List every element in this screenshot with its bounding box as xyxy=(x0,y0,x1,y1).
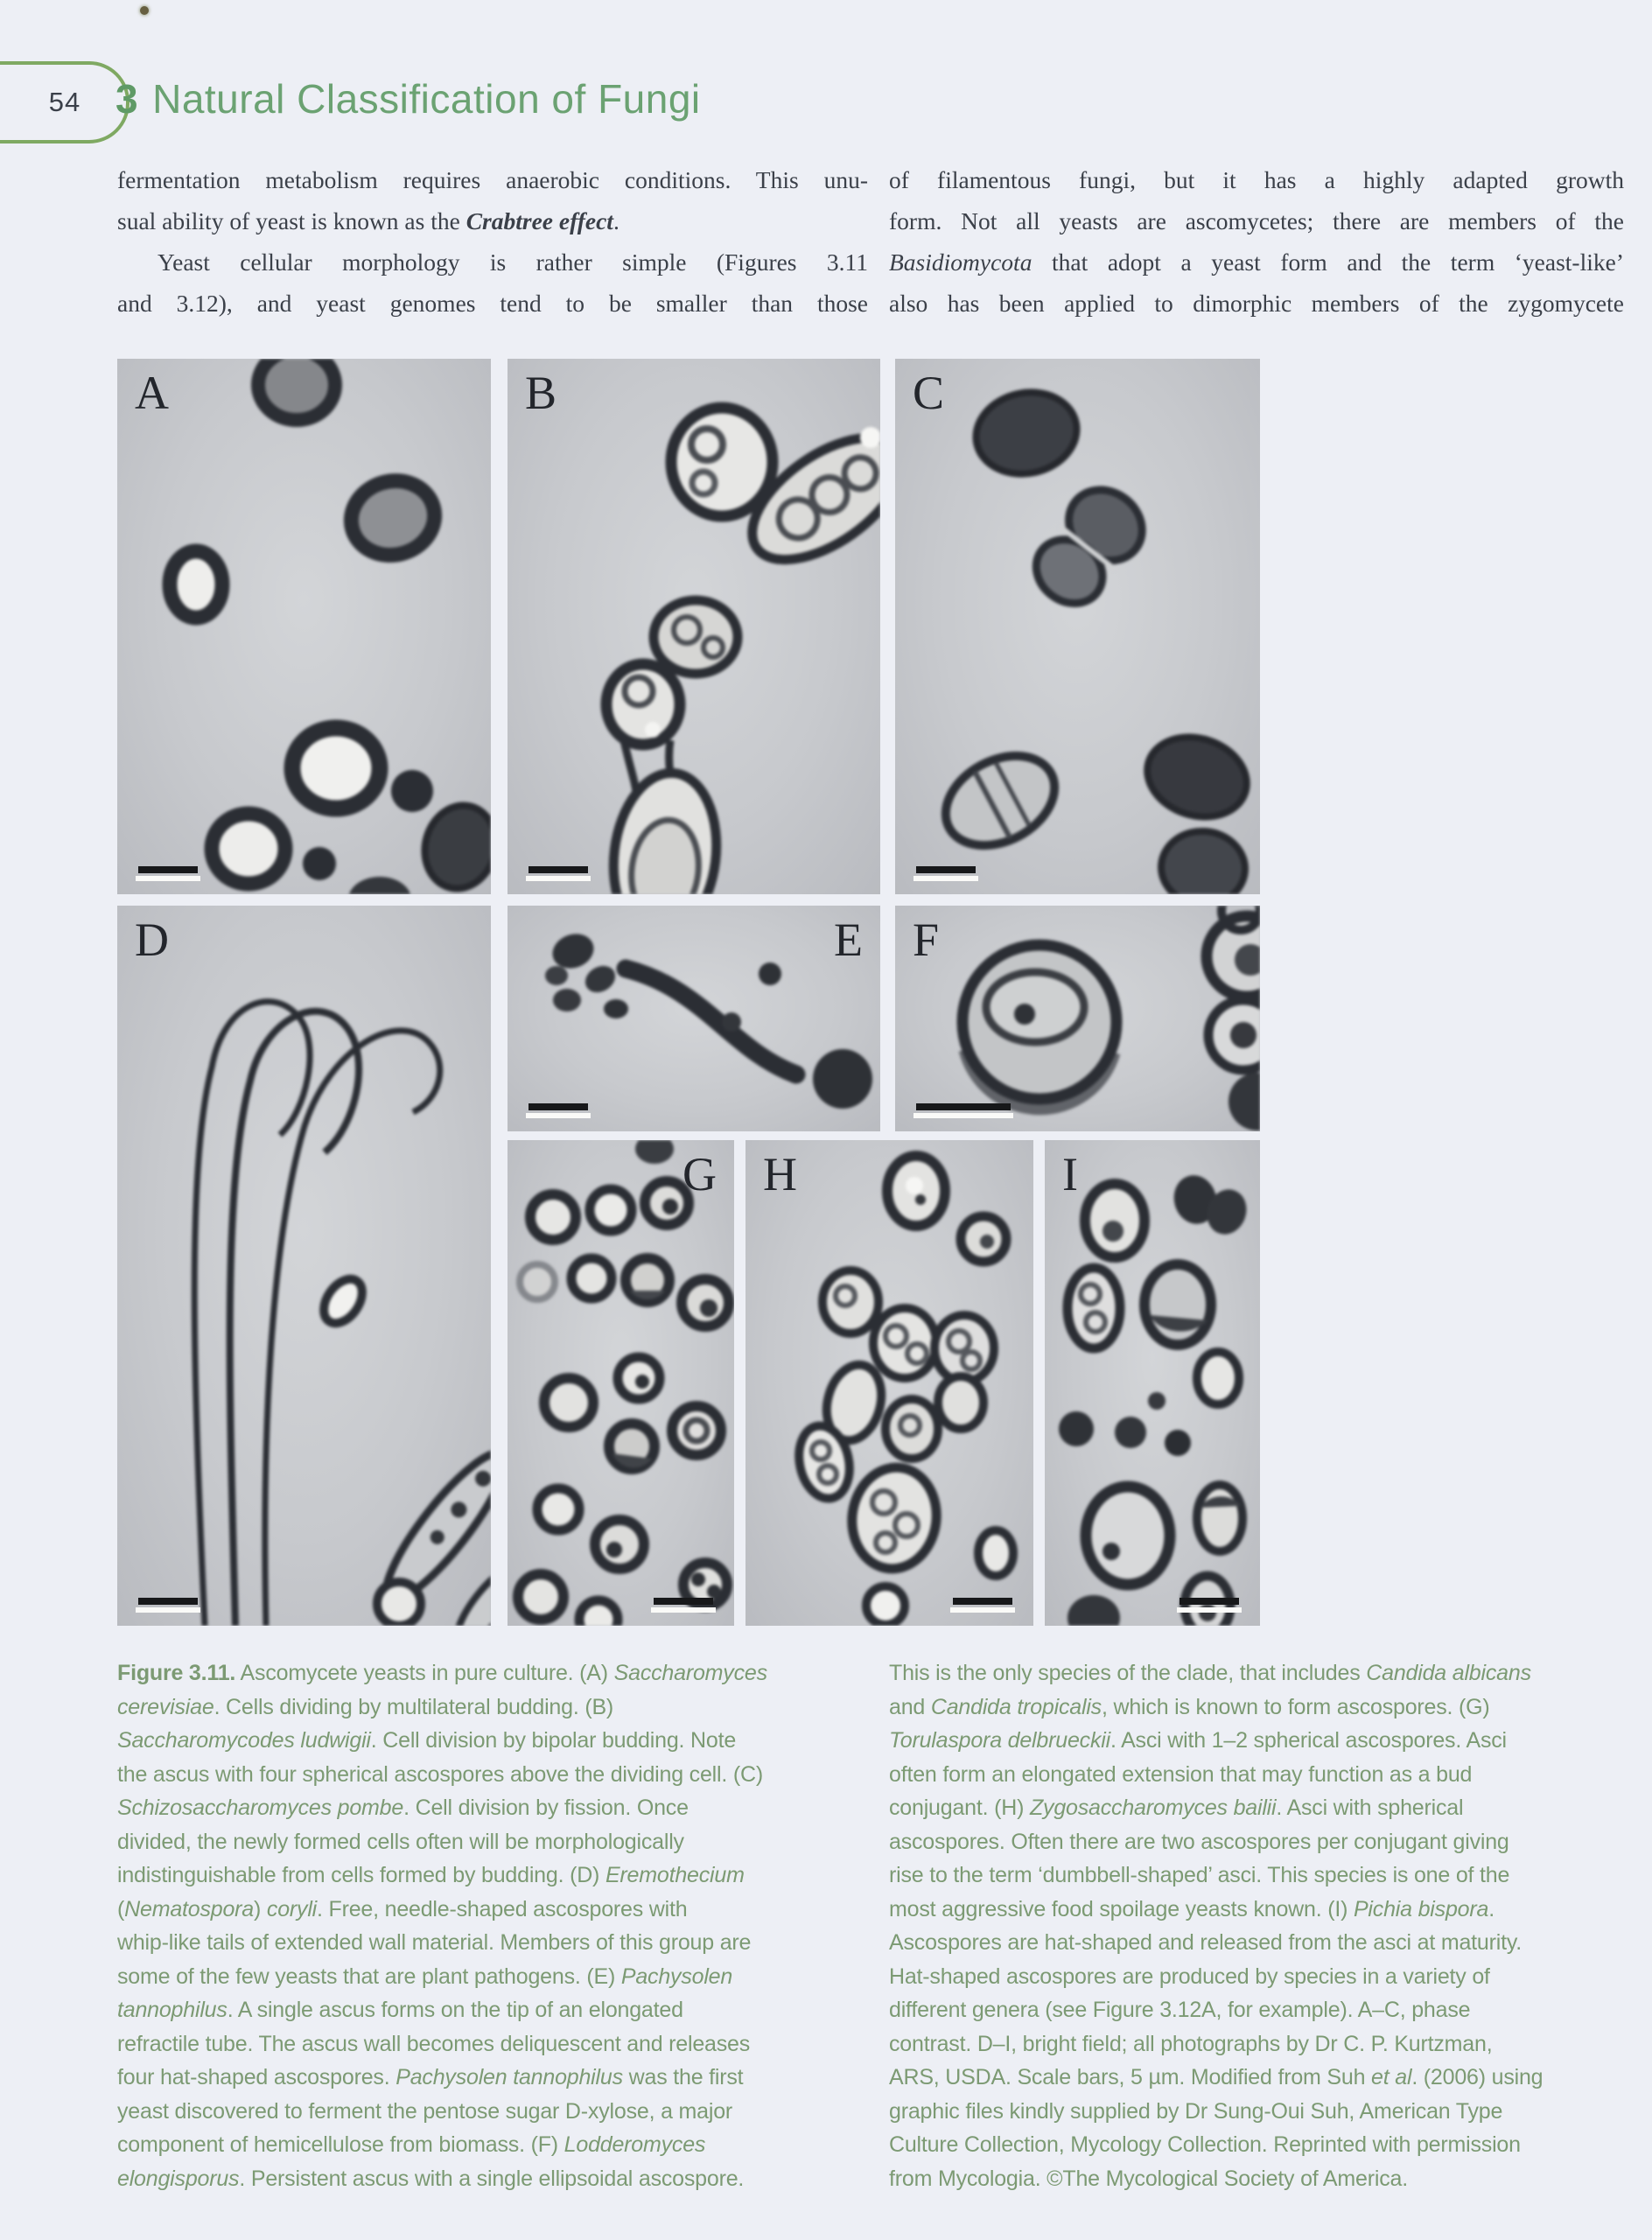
micrograph-b xyxy=(508,359,880,894)
text-line: most aggressive food spoilage yeasts known. (I) Pichia bispora. xyxy=(889,1896,1494,1922)
figure-caption-right-column xyxy=(889,1656,1647,2195)
text-line: Figure 3.11. Ascomycete yeasts in pure culture. (A) Saccharomyces xyxy=(117,1661,767,1685)
text-line: four hat-shaped ascospores. Pachysolen tannophilus was the first xyxy=(117,2065,744,2090)
text-line: sual ability of yeast is known as the Crabtree effect. xyxy=(117,207,620,234)
micrograph-c xyxy=(895,359,1260,894)
micrograph-h xyxy=(746,1140,1033,1626)
figure-3-11 xyxy=(117,359,1260,1626)
figure-panel-e xyxy=(508,906,880,1131)
text-line: Culture Collection, Mycology Collection. Reprinted with permission xyxy=(889,2132,1521,2157)
micrograph-f xyxy=(895,906,1260,1131)
chapter-title-text: Natural Classification of Fungi xyxy=(152,76,701,122)
panel-label-h: H xyxy=(763,1148,797,1200)
text-line: Saccharomycodes ludwigii. Cell division by bipolar budding. Note xyxy=(117,1728,737,1753)
chapter-number: 3 xyxy=(116,76,139,122)
text-line: tannophilus. A single ascus forms on the tip of an elongated xyxy=(117,1998,683,2022)
text-line: conjugant. (H) Zygosaccharomyces bailii. Asci with spherical xyxy=(889,1796,1464,1820)
panel-label-i: I xyxy=(1062,1148,1078,1200)
text-line: yeast discovered to ferment the pentose sugar D-xylose, a major xyxy=(117,2098,733,2124)
figure-panel-f xyxy=(895,906,1260,1131)
text-line: also has been applied to dimorphic members of the zygomycete xyxy=(889,290,1624,317)
body-text-right-column xyxy=(889,159,1624,324)
scale-bar xyxy=(916,1103,1011,1110)
panel-label-g: G xyxy=(682,1148,717,1200)
page-number: 54 xyxy=(48,87,81,117)
micrograph-a xyxy=(117,359,491,894)
text-line: contrast. D–I, bright field; all photographs by Dr C. P. Kurtzman, xyxy=(889,2031,1493,2056)
micrograph-i xyxy=(1045,1140,1260,1626)
text-line: often form an elongated extension that may function as a bud xyxy=(889,1761,1473,1787)
ink-dot-artifact xyxy=(140,6,149,15)
text-line: some of the few yeasts that are plant pathogens. (E) Pachysolen xyxy=(117,1964,733,1989)
scale-bar xyxy=(138,866,198,873)
text-line: whip-like tails of extended wall material. Members of this group are xyxy=(117,1930,752,1955)
scale-bar xyxy=(528,1103,588,1110)
figure-panel-g xyxy=(508,1140,734,1626)
micrograph-e xyxy=(508,906,880,1131)
figure-caption-left-column xyxy=(117,1656,880,2195)
text-line: Torulaspora delbrueckii. Asci with 1–2 spherical ascospores. Asci xyxy=(889,1728,1507,1753)
text-line: refractile tube. The ascus wall becomes deliquescent and releases xyxy=(117,2031,751,2056)
text-line: (Nematospora) coryli. Free, needle-shaped ascospores with xyxy=(117,1896,688,1922)
text-line: Yeast cellular morphology is rather simple (Figures 3.11 xyxy=(158,248,868,276)
text-line: Basidiomycota that adopt a yeast form and the term ‘yeast-like’ xyxy=(889,248,1624,276)
text-line: rise to the term ‘dumbbell-shaped’ asci. This species is one of the xyxy=(889,1863,1510,1887)
figure-panel-i xyxy=(1045,1140,1260,1626)
scale-bar xyxy=(138,1598,198,1605)
panel-label-e: E xyxy=(834,914,863,966)
text-line: Hat-shaped ascospores are produced by species in a variety of xyxy=(889,1964,1490,1989)
body-text-left-column xyxy=(117,159,868,324)
text-line: and 3.12), and yeast genomes tend to be smaller than those xyxy=(117,290,868,317)
panel-label-b: B xyxy=(525,367,557,419)
text-line: graphic files kindly supplied by Dr Sung-Oui Suh, American Type xyxy=(889,2098,1503,2124)
figure-panel-b xyxy=(508,359,880,894)
text-line: fermentation metabolism requires anaerobic conditions. This unu- xyxy=(117,166,868,193)
micrograph-g xyxy=(508,1140,734,1626)
scale-bar xyxy=(1180,1598,1239,1605)
text-line: This is the only species of the clade, that includes Candida albicans xyxy=(889,1661,1531,1685)
figure-panel-c xyxy=(895,359,1260,894)
chapter-header xyxy=(116,75,701,122)
figure-panel-a xyxy=(117,359,491,894)
text-line: Ascospores are hat-shaped and released from the asci at maturity. xyxy=(889,1930,1522,1955)
scale-bar xyxy=(654,1598,713,1605)
text-line: elongisporus. Persistent ascus with a single ellipsoidal ascospore. xyxy=(117,2166,745,2191)
figure-panel-d xyxy=(117,906,491,1626)
panel-label-d: D xyxy=(135,914,169,966)
text-line: Schizosaccharomyces pombe. Cell division by fission. Once xyxy=(117,1796,689,1820)
scale-bar xyxy=(528,866,588,873)
panel-label-f: F xyxy=(913,914,940,966)
text-line: component of hemicellulose from biomass. (F) Lodderomyces xyxy=(117,2132,706,2157)
scale-bar xyxy=(953,1598,1012,1605)
figure-panel-h xyxy=(746,1140,1033,1626)
text-line: ARS, USDA. Scale bars, 5 µm. Modified from Suh et al. (2006) using xyxy=(889,2065,1544,2090)
panel-label-a: A xyxy=(135,367,169,419)
text-line: ascospores. Often there are two ascospores per conjugant giving xyxy=(889,1829,1509,1854)
text-line: indistinguishable from cells formed by budding. (D) Eremothecium xyxy=(117,1863,745,1887)
text-line: the ascus with four spherical ascospores above the dividing cell. (C) xyxy=(117,1761,763,1787)
text-line: different genera (see Figure 3.12A, for example). A–C, phase xyxy=(889,1998,1471,2022)
scale-bar xyxy=(916,866,976,873)
micrograph-d xyxy=(117,906,491,1626)
text-line: of filamentous fungi, but it has a highly adapted growth xyxy=(889,166,1624,193)
panel-label-c: C xyxy=(913,367,945,419)
text-line: divided, the newly formed cells often will be morphologically xyxy=(117,1829,684,1854)
text-line: and Candida tropicalis, which is known to form ascospores. (G) xyxy=(889,1694,1490,1719)
text-line: from Mycologia. ©The Mycological Society of America. xyxy=(889,2166,1408,2191)
text-line: form. Not all yeasts are ascomycetes; there are members of the xyxy=(889,207,1624,234)
page-number-badge xyxy=(0,61,130,144)
text-line: cerevisiae. Cells dividing by multilateral budding. (B) xyxy=(117,1694,614,1719)
